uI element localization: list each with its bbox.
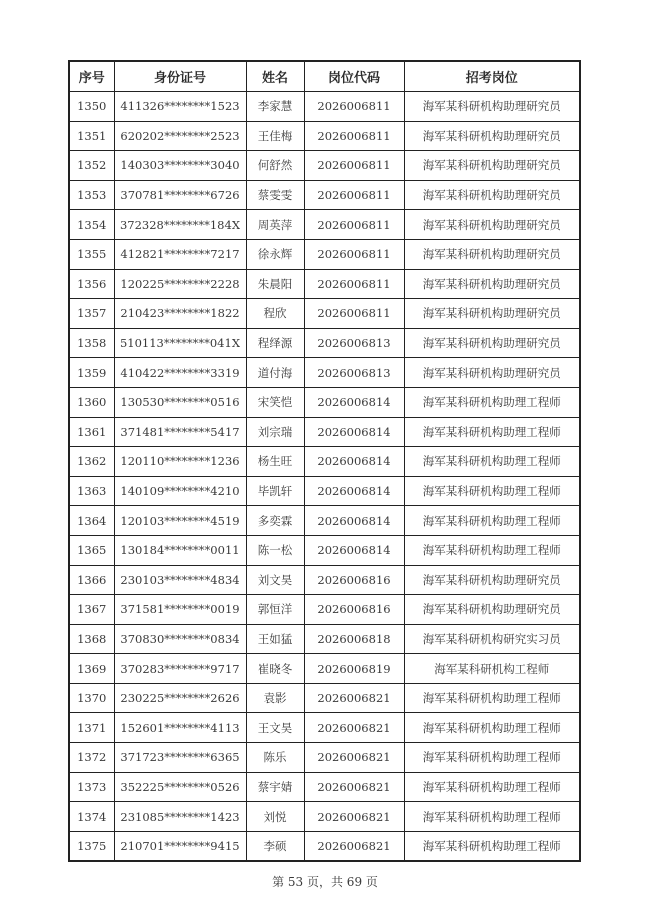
col-header-name: 姓名 [246,61,304,92]
cell-name: 刘宗瑞 [246,417,304,447]
table-row [69,565,580,595]
table-row [69,328,580,358]
col-header-index: 序号 [69,61,114,92]
cell-name: 李硕 [246,831,304,861]
table-row [69,239,580,269]
cell-id_number: 411326********1523 [114,92,246,122]
cell-name: 陈乐 [246,743,304,773]
cell-index: 1358 [69,328,114,358]
cell-index: 1360 [69,387,114,417]
cell-id_number: 352225********0526 [114,772,246,802]
cell-id_number: 152601********4113 [114,713,246,743]
cell-job_code: 2026006813 [304,328,404,358]
cell-job_code: 2026006814 [304,506,404,536]
cell-job_code: 2026006821 [304,683,404,713]
cell-id_number: 230103********4834 [114,565,246,595]
cell-name: 王如猛 [246,624,304,654]
cell-job_title: 海军某科研机构研究实习员 [404,624,580,654]
cell-id_number: 231085********1423 [114,802,246,832]
cell-index: 1370 [69,683,114,713]
cell-job_code: 2026006819 [304,654,404,684]
cell-job_title: 海军某科研机构助理研究员 [404,151,580,181]
cell-job_title: 海军某科研机构助理工程师 [404,387,580,417]
cell-index: 1357 [69,299,114,329]
cell-name: 李家慧 [246,92,304,122]
cell-id_number: 230225********2626 [114,683,246,713]
cell-job_code: 2026006811 [304,121,404,151]
cell-index: 1372 [69,743,114,773]
cell-job_code: 2026006811 [304,180,404,210]
cell-id_number: 130530********0516 [114,387,246,417]
cell-id_number: 210423********1822 [114,299,246,329]
table-row [69,358,580,388]
cell-name: 陈一松 [246,535,304,565]
cell-job_code: 2026006814 [304,476,404,506]
col-header-id-number: 身份证号 [114,61,246,92]
table-row [69,743,580,773]
cell-id_number: 120110********1236 [114,447,246,477]
cell-name: 刘文昊 [246,565,304,595]
cell-job_code: 2026006821 [304,743,404,773]
cell-index: 1352 [69,151,114,181]
cell-id_number: 410422********3319 [114,358,246,388]
cell-name: 道付海 [246,358,304,388]
cell-job_title: 海军某科研机构助理工程师 [404,417,580,447]
table-header-row [69,61,580,92]
cell-job_title: 海军某科研机构助理工程师 [404,476,580,506]
cell-job_title: 海军某科研机构工程师 [404,654,580,684]
cell-job_title: 海军某科研机构助理工程师 [404,802,580,832]
cell-job_title: 海军某科研机构助理研究员 [404,239,580,269]
cell-id_number: 620202********2523 [114,121,246,151]
cell-job_code: 2026006811 [304,151,404,181]
cell-id_number: 120225********2228 [114,269,246,299]
cell-id_number: 371581********0019 [114,595,246,625]
cell-index: 1365 [69,535,114,565]
cell-job_code: 2026006818 [304,624,404,654]
table-row [69,180,580,210]
cell-name: 多奕霖 [246,506,304,536]
cell-id_number: 371481********5417 [114,417,246,447]
cell-job_code: 2026006821 [304,713,404,743]
table-row [69,269,580,299]
table-row [69,210,580,240]
table-row [69,624,580,654]
cell-job_title: 海军某科研机构助理研究员 [404,269,580,299]
cell-id_number: 371723********6365 [114,743,246,773]
cell-index: 1350 [69,92,114,122]
table-row [69,535,580,565]
cell-index: 1369 [69,654,114,684]
cell-job_title: 海军某科研机构助理研究员 [404,358,580,388]
table-row [69,121,580,151]
cell-index: 1373 [69,772,114,802]
cell-job_code: 2026006811 [304,92,404,122]
cell-job_title: 海军某科研机构助理工程师 [404,831,580,861]
cell-index: 1366 [69,565,114,595]
table-row [69,299,580,329]
cell-job_title: 海军某科研机构助理研究员 [404,180,580,210]
cell-id_number: 210701********9415 [114,831,246,861]
cell-job_code: 2026006814 [304,447,404,477]
cell-name: 蔡宇婧 [246,772,304,802]
cell-index: 1374 [69,802,114,832]
cell-index: 1353 [69,180,114,210]
table-row [69,802,580,832]
cell-job_code: 2026006813 [304,358,404,388]
cell-job_title: 海军某科研机构助理研究员 [404,328,580,358]
cell-job_title: 海军某科研机构助理研究员 [404,92,580,122]
cell-index: 1354 [69,210,114,240]
cell-job_title: 海军某科研机构助理研究员 [404,299,580,329]
table-row [69,713,580,743]
cell-id_number: 370781********6726 [114,180,246,210]
cell-job_title: 海军某科研机构助理研究员 [404,121,580,151]
cell-name: 周英萍 [246,210,304,240]
cell-id_number: 130184********0011 [114,535,246,565]
cell-name: 郭恒洋 [246,595,304,625]
cell-job_code: 2026006814 [304,417,404,447]
cell-job_code: 2026006811 [304,210,404,240]
cell-index: 1364 [69,506,114,536]
cell-job_title: 海军某科研机构助理工程师 [404,772,580,802]
cell-job_title: 海军某科研机构助理研究员 [404,595,580,625]
cell-name: 徐永辉 [246,239,304,269]
cell-index: 1368 [69,624,114,654]
cell-job_title: 海军某科研机构助理工程师 [404,713,580,743]
cell-job_code: 2026006811 [304,299,404,329]
cell-job_code: 2026006811 [304,269,404,299]
cell-name: 程欣 [246,299,304,329]
cell-id_number: 370830********0834 [114,624,246,654]
cell-index: 1355 [69,239,114,269]
table-row [69,387,580,417]
cell-index: 1351 [69,121,114,151]
table-row [69,92,580,122]
cell-job_code: 2026006814 [304,535,404,565]
cell-index: 1367 [69,595,114,625]
table-row [69,447,580,477]
cell-name: 崔晓冬 [246,654,304,684]
cell-job_code: 2026006821 [304,831,404,861]
cell-index: 1359 [69,358,114,388]
cell-index: 1363 [69,476,114,506]
table-row [69,654,580,684]
cell-index: 1375 [69,831,114,861]
cell-id_number: 510113********041X [114,328,246,358]
table-row [69,151,580,181]
cell-job_code: 2026006821 [304,772,404,802]
cell-id_number: 372328********184X [114,210,246,240]
cell-name: 宋笑恺 [246,387,304,417]
page-number: 第 53 页，共 69 页 [272,875,378,889]
table-row [69,417,580,447]
cell-job_code: 2026006816 [304,565,404,595]
cell-job_title: 海军某科研机构助理研究员 [404,210,580,240]
cell-id_number: 140303********3040 [114,151,246,181]
cell-index: 1356 [69,269,114,299]
cell-index: 1361 [69,417,114,447]
cell-name: 蔡雯雯 [246,180,304,210]
cell-job_code: 2026006821 [304,802,404,832]
cell-job_title: 海军某科研机构助理研究员 [404,565,580,595]
cell-id_number: 120103********4519 [114,506,246,536]
table-row [69,831,580,861]
cell-id_number: 370283********9717 [114,654,246,684]
cell-job_code: 2026006814 [304,387,404,417]
cell-job_title: 海军某科研机构助理工程师 [404,506,580,536]
cell-index: 1371 [69,713,114,743]
cell-job_title: 海军某科研机构助理工程师 [404,683,580,713]
cell-name: 杨生旺 [246,447,304,477]
cell-name: 王佳梅 [246,121,304,151]
table-row [69,595,580,625]
cell-name: 袁影 [246,683,304,713]
cell-job_title: 海军某科研机构助理工程师 [404,743,580,773]
col-header-job-title: 招考岗位 [404,61,580,92]
cell-index: 1362 [69,447,114,477]
table-row [69,506,580,536]
cell-job_code: 2026006816 [304,595,404,625]
cell-name: 朱晨阳 [246,269,304,299]
cell-name: 程绎源 [246,328,304,358]
cell-name: 何舒然 [246,151,304,181]
recruitment-roster-table [68,60,581,862]
cell-name: 毕凯轩 [246,476,304,506]
table-row [69,476,580,506]
cell-id_number: 412821********7217 [114,239,246,269]
cell-job_code: 2026006811 [304,239,404,269]
cell-job_title: 海军某科研机构助理工程师 [404,535,580,565]
cell-name: 王文昊 [246,713,304,743]
cell-name: 刘悦 [246,802,304,832]
cell-id_number: 140109********4210 [114,476,246,506]
table-row [69,683,580,713]
col-header-job-code: 岗位代码 [304,61,404,92]
table-row [69,772,580,802]
cell-job_title: 海军某科研机构助理工程师 [404,447,580,477]
